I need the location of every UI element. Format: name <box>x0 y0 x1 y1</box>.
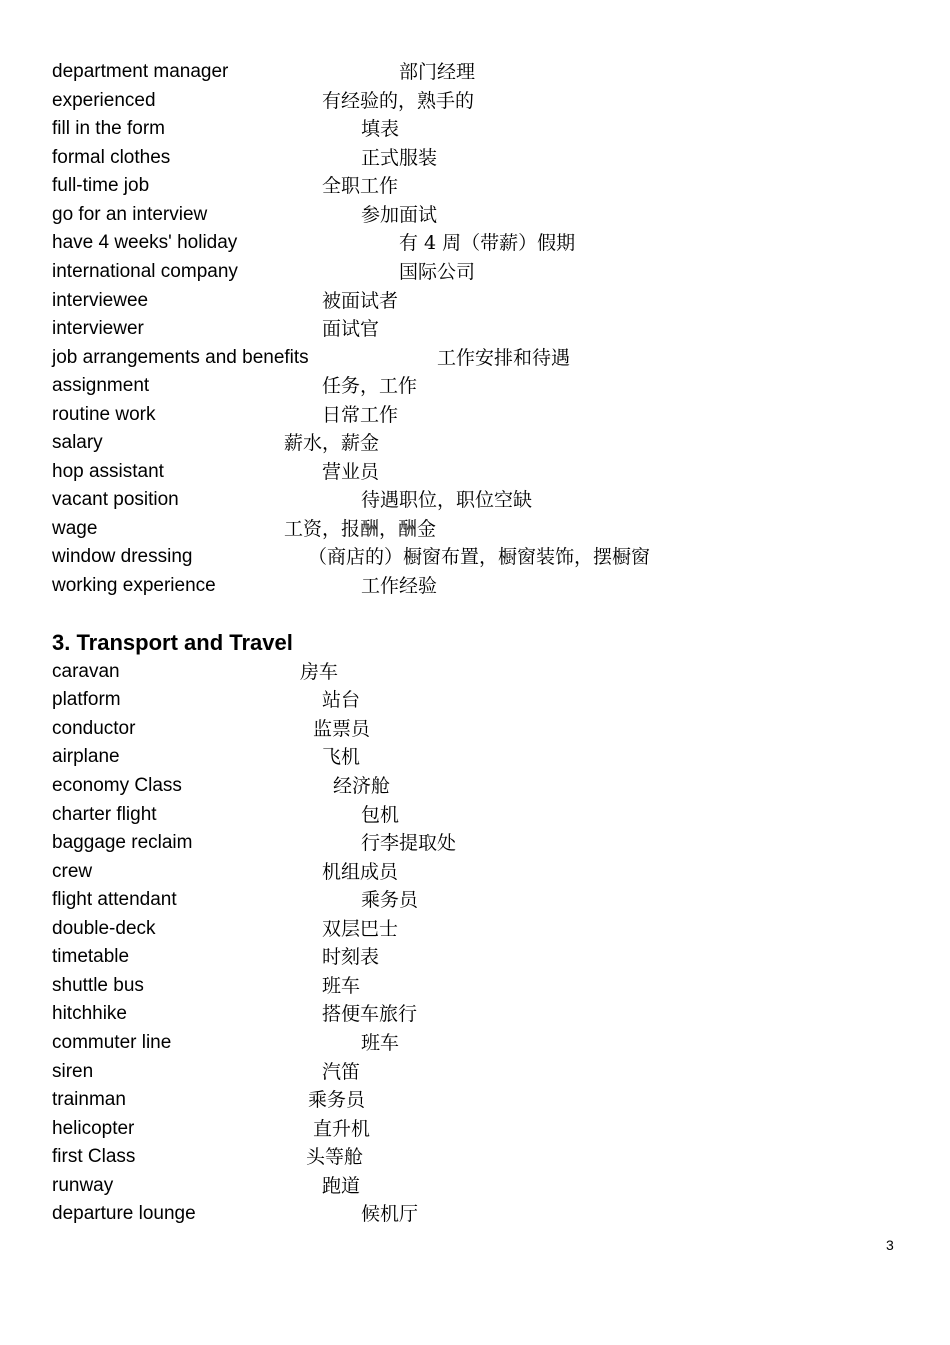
vocab-entry <box>52 258 912 286</box>
chinese-translation: 乘务员 <box>361 889 419 911</box>
english-term: assignment <box>52 375 150 396</box>
vocab-entry <box>52 543 912 571</box>
chinese-translation: 班车 <box>322 975 361 997</box>
vocab-entry <box>52 943 912 971</box>
english-term: salary <box>52 432 103 453</box>
chinese-translation: 搭便车旅行 <box>322 1003 418 1025</box>
chinese-translation: 监票员 <box>313 718 371 740</box>
vocab-entry <box>52 658 912 686</box>
chinese-translation: 汽笛 <box>322 1061 361 1083</box>
chinese-translation: 正式服装 <box>361 147 438 169</box>
vocab-entry <box>52 115 912 143</box>
english-term: runway <box>52 1175 114 1196</box>
vocab-entry <box>52 229 912 257</box>
english-term: commuter line <box>52 1032 172 1053</box>
english-term: full-time job <box>52 175 150 196</box>
vocab-entry <box>52 1086 912 1114</box>
english-term: interviewer <box>52 318 144 339</box>
vocab-entry <box>52 515 912 543</box>
vocab-entry <box>52 801 912 829</box>
chinese-translation: （商店的）橱窗布置，橱窗装饰，摆橱窗 <box>308 546 651 568</box>
english-term: routine work <box>52 404 156 425</box>
english-term: airplane <box>52 746 120 767</box>
english-term: flight attendant <box>52 889 177 910</box>
vocab-entry <box>52 486 912 514</box>
english-term: job arrangements and benefits <box>52 347 309 368</box>
chinese-translation: 被面试者 <box>322 290 399 312</box>
vocab-entry <box>52 772 912 800</box>
english-term: platform <box>52 689 121 710</box>
vocab-entry <box>52 743 912 771</box>
vocab-entry <box>52 572 912 600</box>
chinese-translation: 机组成员 <box>322 861 399 883</box>
english-term: economy Class <box>52 775 182 796</box>
chinese-translation: 经济舱 <box>333 775 391 797</box>
chinese-translation: 班车 <box>361 1032 400 1054</box>
vocab-entry <box>52 1000 912 1028</box>
vocab-entry <box>52 144 912 172</box>
english-term: trainman <box>52 1089 126 1110</box>
chinese-translation: 行李提取处 <box>361 832 457 854</box>
chinese-translation: 候机厅 <box>361 1203 419 1225</box>
vocab-entry <box>52 1058 912 1086</box>
english-term: siren <box>52 1061 94 1082</box>
vocab-entry <box>52 344 912 372</box>
chinese-translation: 双层巴士 <box>322 918 399 940</box>
chinese-translation: 时刻表 <box>322 946 380 968</box>
english-term: wage <box>52 518 98 539</box>
english-term: hitchhike <box>52 1003 127 1024</box>
english-term: window dressing <box>52 546 193 567</box>
vocab-entry <box>52 58 912 86</box>
chinese-translation: 站台 <box>322 689 361 711</box>
chinese-translation: 面试官 <box>322 318 380 340</box>
chinese-translation: 工作经验 <box>361 575 438 597</box>
vocab-entry <box>52 201 912 229</box>
chinese-translation: 直升机 <box>313 1118 371 1140</box>
vocab-entry <box>52 915 912 943</box>
page-number: 3 <box>886 1237 894 1253</box>
english-term: caravan <box>52 661 120 682</box>
english-term: working experience <box>52 575 216 596</box>
vocab-entry <box>52 972 912 1000</box>
chinese-translation: 房车 <box>300 661 339 683</box>
chinese-translation: 飞机 <box>322 746 361 768</box>
vocab-entry <box>52 172 912 200</box>
english-term: hop assistant <box>52 461 164 482</box>
chinese-translation: 有 4 周（带薪）假期 <box>399 232 576 254</box>
english-term: shuttle bus <box>52 975 144 996</box>
vocab-entry <box>52 1115 912 1143</box>
vocab-entry <box>52 886 912 914</box>
vocab-entry <box>52 401 912 429</box>
vocab-entry <box>52 858 912 886</box>
vocab-entry <box>52 1143 912 1171</box>
vocab-entry <box>52 458 912 486</box>
english-term: international company <box>52 261 238 282</box>
english-term: helicopter <box>52 1118 135 1139</box>
chinese-translation: 任务，工作 <box>322 375 418 397</box>
vocab-entry <box>52 715 912 743</box>
english-term: timetable <box>52 946 130 967</box>
chinese-translation: 包机 <box>361 804 400 826</box>
vocab-entry <box>52 1029 912 1057</box>
english-term: crew <box>52 861 93 882</box>
chinese-translation: 有经验的，熟手的 <box>322 90 475 112</box>
vocab-entry <box>52 1172 912 1200</box>
chinese-translation: 工作安排和待遇 <box>437 347 571 369</box>
english-term: charter flight <box>52 804 157 825</box>
chinese-translation: 工资，报酬，酬金 <box>284 518 437 540</box>
chinese-translation: 乘务员 <box>308 1089 366 1111</box>
english-term: vacant position <box>52 489 179 510</box>
vocab-entry <box>52 287 912 315</box>
chinese-translation: 跑道 <box>322 1175 361 1197</box>
english-term: fill in the form <box>52 118 165 139</box>
chinese-translation: 参加面试 <box>361 204 438 226</box>
section-heading: 3. Transport and Travel <box>52 630 293 655</box>
english-term: interviewee <box>52 290 149 311</box>
english-term: go for an interview <box>52 204 208 225</box>
chinese-translation: 全职工作 <box>322 175 399 197</box>
english-term: experienced <box>52 90 156 111</box>
chinese-translation: 待遇职位，职位空缺 <box>361 489 533 511</box>
vocab-entry <box>52 686 912 714</box>
chinese-translation: 日常工作 <box>322 404 399 426</box>
vocab-entry <box>52 429 912 457</box>
chinese-translation: 头等舱 <box>306 1146 364 1168</box>
english-term: double-deck <box>52 918 156 939</box>
vocab-entry <box>52 1200 912 1228</box>
english-term: have 4 weeks' holiday <box>52 232 238 253</box>
english-term: formal clothes <box>52 147 171 168</box>
vocab-entry <box>52 829 912 857</box>
chinese-translation: 营业员 <box>322 461 380 483</box>
vocab-entry <box>52 315 912 343</box>
chinese-translation: 薪水，薪金 <box>284 432 380 454</box>
chinese-translation: 填表 <box>361 118 400 140</box>
vocab-entry <box>52 372 912 400</box>
vocab-entry <box>52 87 912 115</box>
english-term: departure lounge <box>52 1203 196 1224</box>
english-term: department manager <box>52 61 229 82</box>
english-term: baggage reclaim <box>52 832 193 853</box>
english-term: first Class <box>52 1146 136 1167</box>
english-term: conductor <box>52 718 136 739</box>
chinese-translation: 国际公司 <box>399 261 476 283</box>
chinese-translation: 部门经理 <box>399 61 476 83</box>
